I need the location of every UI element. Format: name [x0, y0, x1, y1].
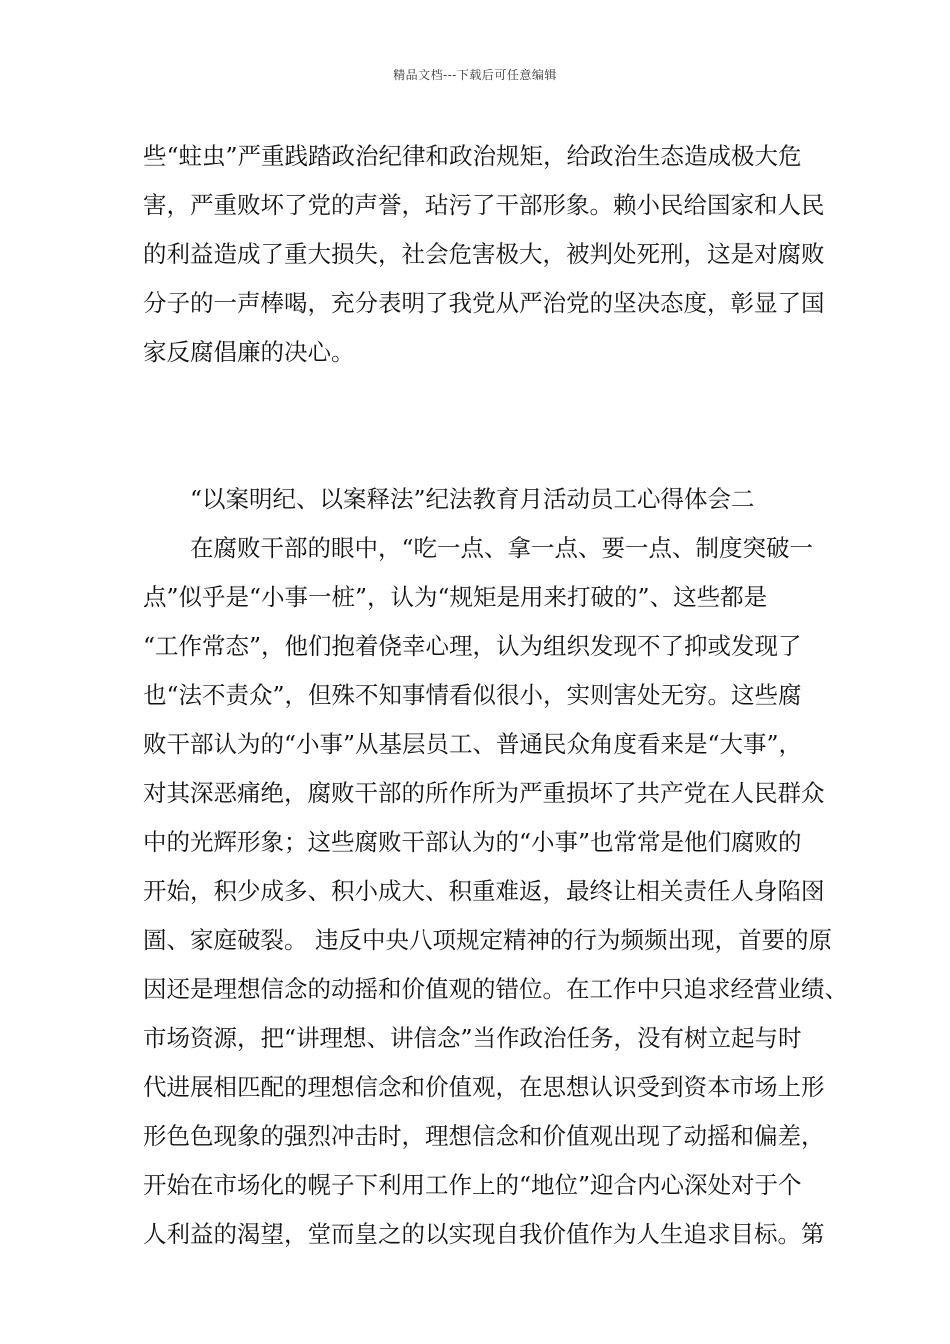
paragraph-line: 害，严重败坏了党的声誉，玷污了干部形象。赖小民给国家和人民	[143, 191, 825, 219]
paragraph-line: 也“法不责众”，但殊不知事情看似很小，实则害处无穷。这些腐	[143, 681, 802, 709]
paragraph-line: 的利益造成了重大损失，社会危害极大，被判处死刑，这是对腐败	[143, 240, 825, 268]
section-title: “以案明纪、以案释法”纪法教育月活动员工心得体会二	[190, 485, 755, 513]
paragraph-line: 开始在市场化的幌子下利用工作上的“地位”迎合内心深处对于个	[143, 1171, 802, 1199]
section-spacer	[143, 377, 827, 475]
paragraph-line: 些“蛀虫”严重践踏政治纪律和政治规矩，给政治生态造成极大危	[143, 142, 802, 170]
paragraph-line: 在腐败干部的眼中，“吃一点、拿一点、要一点、制度突破一	[190, 534, 814, 562]
paragraph-line: 点”似乎是“小事一桩”，认为“规矩是用来打破的”、这些都是	[143, 583, 768, 611]
paragraph-1	[143, 132, 827, 377]
paragraph-line: 市场资源，把“讲理想、讲信念”当作政治任务，没有树立起与时	[143, 1024, 802, 1052]
document-body	[143, 132, 848, 1259]
paragraph-line: 开始，积少成多、积小成大、积重难返，最终让相关责任人身陷囹	[143, 877, 825, 905]
paragraph-line: “工作常态”，他们抱着侥幸心理，认为组织发现不了抑或发现了	[143, 632, 802, 660]
page-header: 精品文档---下载后可任意编辑	[393, 68, 557, 82]
paragraph-line: 人利益的渴望，堂而皇之的以实现自我价值作为人生追求目标。第	[143, 1220, 825, 1248]
paragraph-line: 败干部认为的“小事”从基层员工、普通民众角度看来是“大事”，	[143, 730, 803, 758]
paragraph-line: 圄、家庭破裂。 违反中央八项规定精神的行为频频出现，首要的原	[143, 926, 832, 954]
paragraph-2	[143, 524, 848, 1259]
paragraph-line: 代进展相匹配的理想信念和价值观，在思想认识受到资本市场上形	[143, 1073, 825, 1101]
paragraph-line: 分子的一声棒喝，充分表明了我党从严治党的坚决态度，彰显了国	[143, 289, 825, 317]
paragraph-line: 因还是理想信念的动摇和价值观的错位。在工作中只追求经营业绩、	[143, 975, 848, 1003]
paragraph-line: 形色色现象的强烈冲击时，理想信念和价值观出现了动摇和偏差，	[143, 1122, 825, 1150]
paragraph-line: 对其深恶痛绝，腐败干部的所作所为严重损坏了共产党在人民群众	[143, 779, 825, 807]
paragraph-line: 家反腐倡廉的决心。	[143, 338, 355, 366]
paragraph-line: 中的光辉形象；这些腐败干部认为的“小事”也常常是他们腐败的	[143, 828, 802, 856]
